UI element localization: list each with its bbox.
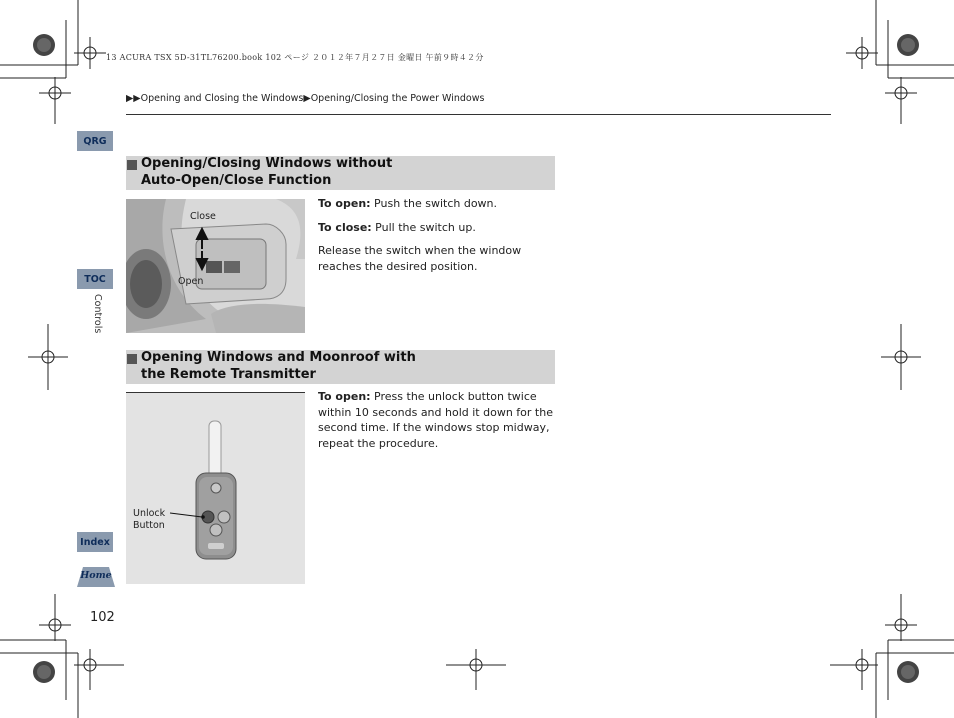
breadcrumb-current: Opening/Closing the Power Windows bbox=[310, 93, 485, 104]
print-header: 13 ACURA TSX 5D-31TL76200.book 102 ページ ２０１２年７月２７日 金曜日 午前９時４２分 bbox=[106, 53, 484, 62]
remote-transmitter-illustration bbox=[126, 393, 305, 584]
breadcrumb-arrow-icon: ▶ bbox=[303, 93, 311, 104]
qrg-tab[interactable]: QRG bbox=[77, 131, 113, 151]
section-title-line1: Opening/Closing Windows without bbox=[141, 156, 393, 171]
open-label: Open bbox=[178, 276, 204, 287]
breadcrumb-link-parent[interactable]: Opening and Closing the Windows bbox=[140, 93, 304, 104]
section1-body bbox=[318, 196, 558, 282]
remote-transmitter-figure bbox=[126, 392, 305, 584]
section2-body bbox=[318, 389, 558, 459]
home-tab[interactable] bbox=[77, 565, 115, 587]
close-label: Close bbox=[190, 211, 216, 222]
chapter-label: Controls bbox=[92, 294, 103, 334]
section-heading-windows bbox=[126, 156, 555, 190]
open-instruction: To open: Push the switch down. bbox=[318, 197, 498, 210]
breadcrumb bbox=[126, 93, 484, 104]
index-tab[interactable]: Index bbox=[77, 532, 113, 552]
section-title-line2: Auto-Open/Close Function bbox=[141, 172, 332, 188]
window-switch-figure bbox=[126, 199, 305, 333]
section-heading-remote bbox=[126, 350, 555, 384]
breadcrumb-arrow-icon: ▶▶ bbox=[126, 93, 141, 104]
release-instruction: Release the switch when the window reaches the desired position. bbox=[318, 244, 522, 273]
toc-tab[interactable]: TOC bbox=[77, 269, 113, 289]
header-rule bbox=[126, 114, 831, 115]
page-number: 102 bbox=[90, 610, 115, 625]
section-title-line1: Opening Windows and Moonroof with bbox=[141, 350, 416, 365]
section-square-icon bbox=[127, 160, 137, 170]
section-square-icon bbox=[127, 354, 137, 364]
home-tab-label: Home bbox=[80, 570, 112, 581]
section-title-line2: the Remote Transmitter bbox=[141, 366, 316, 382]
close-instruction: To close: Pull the switch up. bbox=[318, 220, 476, 234]
remote-open-instruction: To open: Press the unlock button twice within 10 seconds and hold it down for the second time. If the windows stop midway, repeat the procedure. bbox=[318, 390, 553, 450]
unlock-button-label: Unlock Button bbox=[133, 508, 166, 531]
